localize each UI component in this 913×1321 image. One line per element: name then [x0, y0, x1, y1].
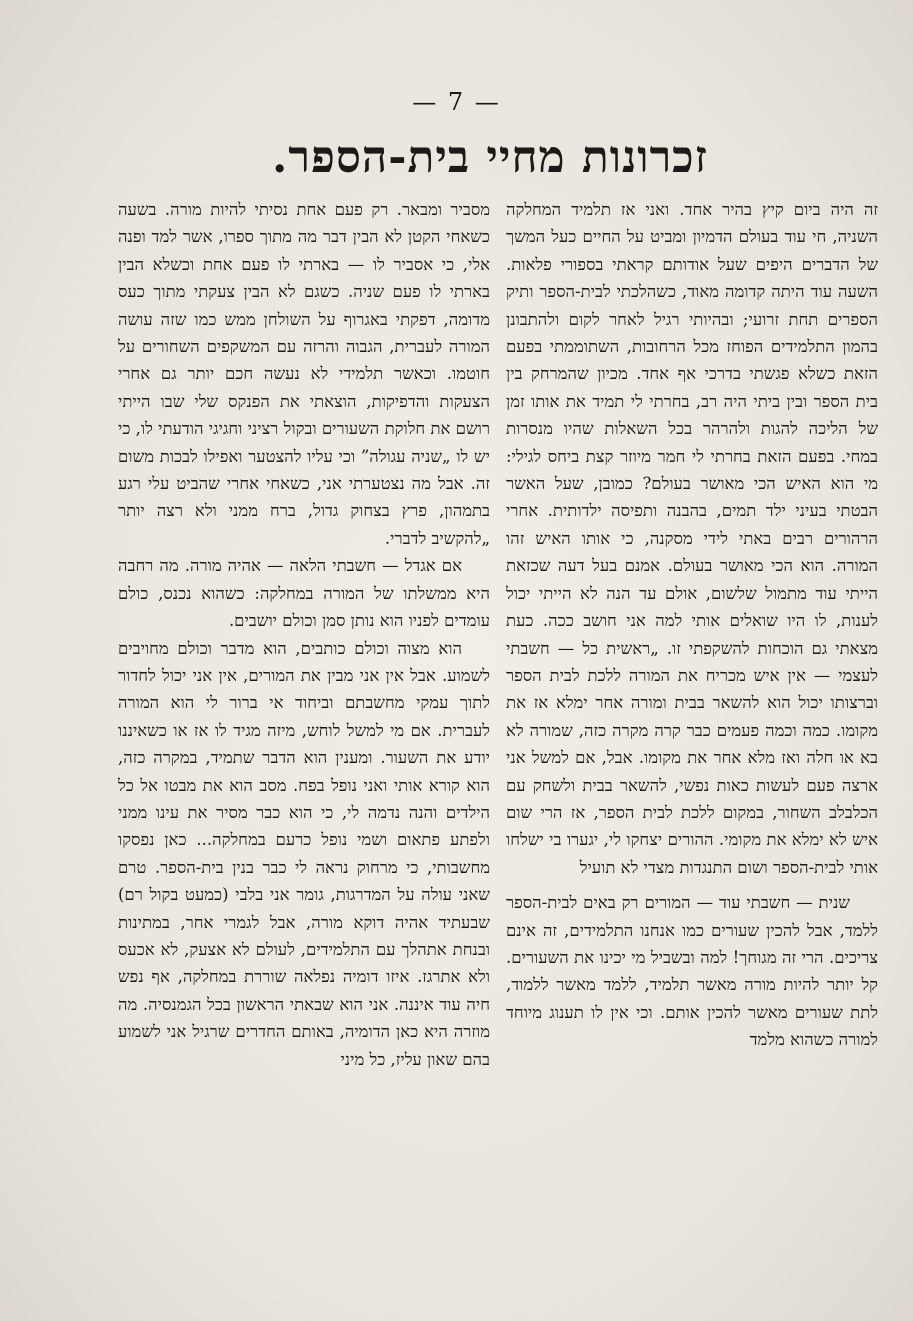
right-column — [506, 196, 878, 1306]
page-number: — 7 — — [412, 88, 501, 116]
paragraph: שנית — חשבתי עוד — המורים רק באים לבית-הספר ללמד, אבל להכין שעורים כמו אנחנו התלמידים, זה אינם צריכים. הרי זה מגוחך! למה ובשביל מי יכינו את השעורים. קל יותר להיות מורה מאשר תלמיד, ללמד מאשר ללמוד, לתת שעורים מאשר להכין אותם. וכי אין לו תענוג מיוחד למורה כשהוא מלמד — [506, 893, 878, 1050]
text-columns — [118, 196, 878, 1306]
paragraph: מסביר ומבאר. רק פעם אחת נסיתי להיות מורה. בשעה כשאחי הקטן לא הבין דבר מה מתוך ספרו, אשר למד ופנה אלי, כי אסביר לו — בארתי לו פעם אחת וכשלא הבין בארתי לו פעם שניה. כשגם לא הבין צעקתי מתוך כעס מדומה, דפקתי באגרוף על השולחן ממש כמו שזה עושה המורה לעברית, הגבוה והרזה עם המשקפים השחורים על חוטמו. וכאשר תלמידי לא נעשה חכם יותר גם אחרי הצעקות והדפיקות, הוצאתי את הפנקס שלי שבו הייתי רושם את חלוקת השעורים ובקול רציני וחגיגי הודעתי לו, כי יש לו „שניה עגולה” וכי עליו להצטער ואפילו לבכות משום זה. אבל מה נצטערתי אני, כשאחי אחרי שהביט עלי רגע בתמהון, פרץ בצחוק גדול, ברח ממני ולא רצה יותר „להקשיב לדברי. — [118, 200, 490, 548]
article-title: זכרונות מחיי בית-הספר. — [272, 132, 708, 183]
left-column — [118, 196, 490, 1306]
paragraph: זה היה ביום קיץ בהיר אחד. ואני אז תלמיד המחלקה השניה, חי עוד בעולם הדמיון ומביט על החיים כעל המשך של הדברים היפים שעל אודותם קראתי בספורי פלאות. השעה עוד היתה קדומה מאוד, כשהלכתי לבית-הספר ותיק הספרים תחת זרועי; ובהיותי רגיל לאחר לקום ולהתבונן בהמון התלמידים הפוחז מכל הרחובות, השתוממתי בפעם הזאת כשלא פגשתי בדרכי אף אחד. מכיון שהמרחק בין בית הספר ובין ביתי היה רב, בחרתי לי תמיד את אותו זמן של הליכה להגות ולהרהר בכל השאלות שהיו מנסרות במחי. בפעם הזאת בחרתי לי חמר מיוזר קצת ביחס לגילי: מי הוא האיש הכי מאושר בעולם? כמובן, שעל האשר הבטתי בעיני ילד תמים, בהבנה ותפיסה ילדותית. אחרי הרהורים רבים באתי לידי מסקנה, כי אותו האיש זהו המורה. הוא הכי מאושר בעולם. אמנם בעל דעה שכזאת הייתי עוד מתמול שלשום, אולם עד הנה לא הייתי יכול לענות, לו היו שואלים אותי למה אני חושב ככה. כעת מצאתי גם הוכחות להשקפתי זו. „ראשית כל — חשבתי לעצמי — אין איש מכריח את המורה ללכת לבית הספר וברצותו יכול הוא להשאר בבית ומורה אחר ימלא אז את מקומו. כמה וכמה פעמים כבר קרה מקרה כזה, שמורה לא בא או חלה ואז מלא אחר את מקומו. אבל, אם למשל אני ארצה פעם לעשות כאות נפשי, להשאר בבית ולשחק עם הכלבלב השחור, במקום ללכת לבית הספר, אז הרי שום איש לא ימלא את מקומי. ההורים יצחקו לי, יגערו בי ישלחו אותי לבית-הספר ושום התנגדות מצדי לא תועיל — [506, 200, 878, 877]
paragraph: הוא מצוה וכולם כותבים, הוא מדבר וכולם מחויבים לשמוע. אבל אין אני מבין את המורים, אין אני יכול לחדור לתוך עמקי מחשבתם וביחוד אי ברור לי הוא המורה לעברית. אם מי למשל לוחש, מיזה מגיד לו אז או כשאיננו יודע את השעור. ומענין הוא הדבר שתמיד, במקרה כזה, הוא קורא אותי ואני נופל בפח. מסב הוא את מבטו אל כל הילדים והנה נדמה לי, כי הוא כבר מסיר את עינו ממני ולפתע פתאום ושמי נופל כרעם במחלקה... כאן נפסקו מחשבותי, כי מרחוק נראה לי כבר בנין בית-הספר. טרם שאני עולה על המדרגות, גומר אני בלבי (כמעט בקול רם) שבעתיד אהיה דוקא מורה, אבל לגמרי אחר, במתינות ובנחת אתהלך עם התלמידים, לעולם לא אצעק, לא אכעס ולא אתרגז. איזו דומיה נפלאה שוררת במחלקה, אף נפש חיה עוד איננה. אני הוא שבאתי הראשון בכל הגמנסיה. מה מוזרה היא כאן הדומיה, באותם החדרים שרגיל אני לשמוע בהם שאון עליז, כל מיני — [118, 638, 490, 1069]
paragraph: אם אגדל — חשבתי הלאה — אהיה מורה. מה רחבה היא ממשלתו של המורה במחלקה: כשהוא נכנס, כולם עומדים לפניו הוא נותן סמן וכולם יושבים. — [118, 556, 490, 631]
